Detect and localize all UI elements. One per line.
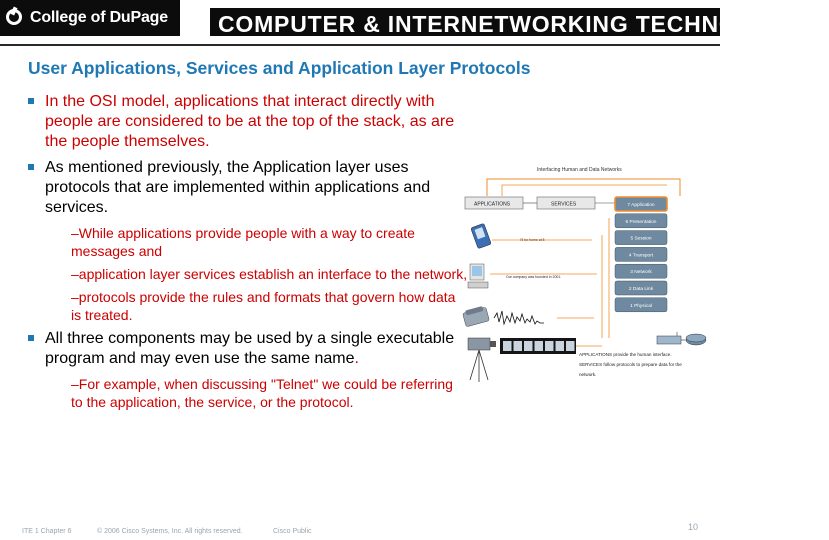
osi-layer-label: 3 Network [630, 270, 652, 276]
osi-layer-label: 6 Presentation [625, 219, 657, 225]
services-label: SERVICES [551, 201, 577, 208]
footer-copyright: © 2006 Cisco Systems, Inc. All rights reserved. [97, 528, 243, 535]
page-number: 10 [687, 522, 698, 532]
film-frame [545, 341, 554, 351]
caption-line-3: network. [579, 372, 597, 377]
pda-icon [471, 223, 492, 248]
router-icon [686, 334, 706, 345]
applications-label: APPLICATIONS [474, 201, 511, 208]
top-flow-line-inner [502, 185, 667, 196]
osi-stack [615, 197, 667, 312]
computer-icon [468, 264, 488, 288]
logo-text: College of DuPage [30, 9, 168, 26]
note-company-founded: Our company was founded in 2001. [506, 275, 562, 279]
bullet-3-period: . [354, 350, 359, 367]
bullet-1 [28, 92, 468, 152]
program-banner [210, 8, 829, 37]
header-bar [0, 0, 829, 46]
banner-text: COMPUTER & INTERNETWORKING TECHNOLOGIES [218, 11, 829, 37]
osi-layer-label: 4 Transport [628, 253, 654, 259]
slide-title: User Applications, Services and Application Layer Protocols [28, 58, 531, 78]
sub-bullet-2-1: –While applications provide people with a way to create messages and [71, 225, 415, 259]
film-frame [566, 341, 575, 351]
osi-diagram [462, 160, 712, 390]
film-frame [514, 341, 523, 351]
bullet-square-icon [28, 164, 34, 170]
caption-line-2: SERVICES follow protocols to prepare data for the [579, 362, 682, 367]
film-frame [535, 341, 544, 351]
footer [0, 526, 720, 540]
sub-bullet-3-1: –For example, when discussing "Telnet" we could be referring to the application, the service, or the protocol. [71, 376, 453, 410]
sub-bullet-2-3: –protocols provide the rules and formats that govern how data is treated. [71, 289, 456, 323]
audio-waveform [494, 311, 544, 324]
phone-icon [463, 306, 490, 327]
footer-classification: Cisco Public [273, 528, 312, 535]
footer-course: ITE 1 Chapter 6 [22, 528, 72, 535]
osi-layer-label: 7 Application [627, 203, 655, 208]
bullet-1-text: In the OSI model, applications that interact directly with people are considered to be at the top of the stack, as are the people themselves. [45, 93, 455, 150]
film-frame [503, 341, 512, 351]
header-divider [0, 44, 720, 46]
slide-content [28, 92, 468, 416]
osi-layer-label: 5 Session [630, 236, 652, 242]
bullet-square-icon [28, 98, 34, 104]
switch-icon [657, 336, 681, 344]
film-frame [524, 341, 533, 351]
logo-mark-icon [6, 9, 22, 25]
video-camera-icon [468, 338, 496, 382]
osi-layer-label: 2 Data Link [628, 287, 654, 292]
bullet-2 [28, 158, 468, 218]
film-strip-icon [500, 338, 576, 354]
bullet-2-text: As mentioned previously, the Application layer uses protocols that are implemented within applications and services. [45, 159, 431, 216]
diagram-title: Interfacing Human and Data Networks [537, 167, 622, 173]
sub-bullet-2-2: –application layer services establish an interface to the network, [71, 266, 468, 282]
osi-layer-label: 1 Physical [630, 303, 652, 309]
bullet-square-icon [28, 335, 34, 341]
note-home-at-5: I'll be home at 5 [520, 238, 545, 242]
college-logo[interactable] [0, 0, 180, 36]
top-flow-line [487, 179, 680, 196]
caption-line-1: APPLICATIONS provide the human interface. [579, 352, 672, 357]
film-frame [556, 341, 565, 351]
bullet-3-text: All three components may be used by a single executable program and may even use the same name [45, 330, 455, 367]
bullet-3 [28, 329, 468, 369]
